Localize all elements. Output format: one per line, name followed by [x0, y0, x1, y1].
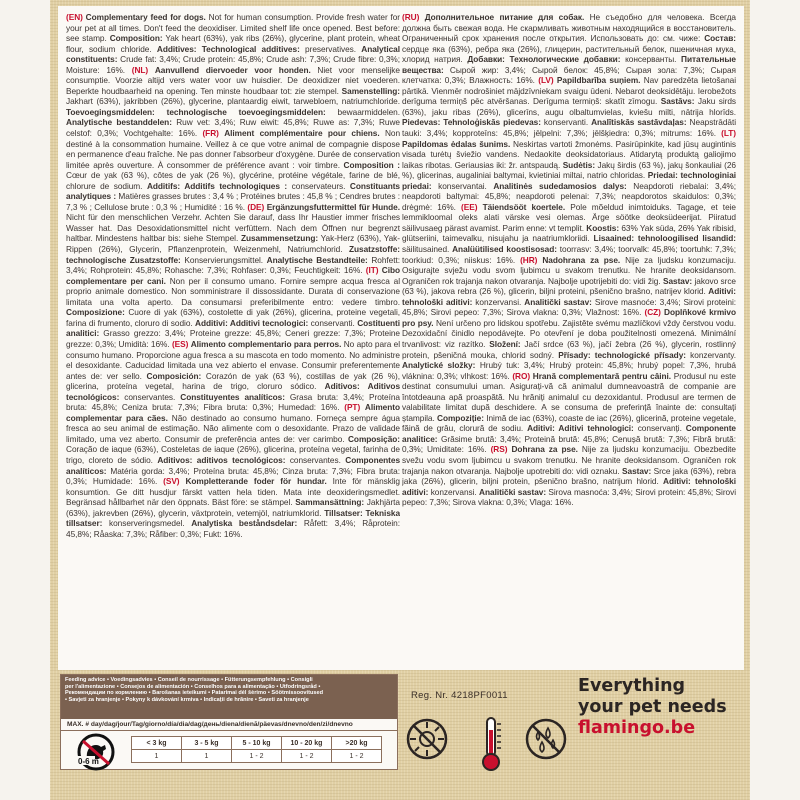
weight-cell: 3 - 5 kg: [182, 737, 232, 750]
composition-label: Compoziție:: [437, 412, 484, 423]
amount-cell: 1 - 2: [232, 750, 282, 763]
product-title: Ergänzungsfuttermittel für Hunde.: [266, 201, 400, 212]
analytical-label: Constituants analytiques :: [66, 180, 400, 202]
analytical-text: Grasa bruta: 3,4%; Proteína bruta: 45,8%; Ceniza bruta: 7,3%; Fibra bruta: 0,3%; Humedad: 16%.: [66, 391, 400, 413]
analytical-text: toorrasv: 3,4%; toorvalk: 45,8%; toortuhk: 7,3%; toorkiud: 0,3%; niiskus: 16%.: [402, 244, 736, 265]
composition-text: Coração de iaque (63%), Costeletas de iaque (26%), glicerina, proteína vegetal, farinha de trigo, cloreto de sódio.: [66, 444, 400, 465]
analytical-label: Componente analitice:: [402, 423, 736, 444]
additives-text: konserveringsmedel.: [102, 518, 192, 529]
additives-label: Priedai: technologiniai priedai:: [402, 170, 736, 191]
composition-text: Jakų širdis (63 %), jakų šonkauliai (26 %), glicerinas, augaliniai baltymai, kvietiniai miltai, natrio chloridas.: [402, 159, 736, 181]
analytical-text: Grasso grezzo: 3,4%; Proteine grezze: 45,8%; Ceneri grezze: 7,3%; Proteine grezze: 0,3%; Umidità: 16%.: [66, 328, 400, 349]
additives-label: Tillsatser: Tekniska tillsatser:: [66, 507, 400, 529]
product-description: Nije za ljudsku konzumaciju. Osigurajte svježu vodu svom ljubimcu u svakom trenutku. Ne hranite deoksidansom. Ograničen rok trajanja nakon otvaranja. Najbolje upotrijebiti do: vidi žig.: [402, 254, 736, 286]
product-title: Alimento complementar para cães.: [66, 402, 400, 423]
additives-text: konservanti.: [540, 117, 592, 128]
feeding-header-line: Feeding advice • Voedingsadvies • Conseil de nourrissage • Fütterungsempfehlung • Consigli: [65, 677, 313, 683]
additives-label: Přísady: technologické přísady:: [558, 349, 686, 360]
composition-label: Samenstelling:: [341, 85, 400, 96]
analytical-label: Analytische bestanddelen:: [66, 117, 172, 128]
feeding-header-line: Рекомендации по кормлению • Barošanas ieteikumi • Patarimai dėl šėrimo • Söötmissoovitused: [65, 690, 324, 697]
composition-text: Yak heart (63%), yak ribs (26%), glycerine, plant protein, wheat flour, sodium chloride.: [66, 33, 400, 54]
feeding-body: [61, 731, 397, 771]
analytical-text: Sirova masnoća: 3,4%; Sirovi protein: 45,8%; Sirovi pepeo: 7,3%; Sirova vlakna: 0,3%; Vlaga: 16%.: [402, 486, 736, 508]
feeding-advice-header: [61, 675, 397, 719]
composition-label: Composição:: [347, 433, 400, 444]
product-title: Aliment complémentaire pour chiens.: [224, 128, 380, 139]
language-code: (RO): [512, 370, 531, 381]
language-code: (FR): [202, 128, 219, 139]
composition-label: Состав:: [704, 33, 736, 44]
slogan-line: your pet needs: [578, 697, 727, 717]
product-description: Inte för mänsklig konsumtion. Ge ditt husdjur färskt vatten hela tiden. Mata inte deoxideringsmedlet. Begränsad hållbarhet när den öppnats. Bäst före: se stämpel.: [66, 476, 400, 508]
composition-label: Composición:: [146, 370, 202, 381]
product-title: Doplňkové krmivo pro psy.: [402, 307, 736, 328]
analytical-label: Analytische Bestandteile:: [266, 254, 368, 265]
analytical-label: Constituyentes analíticos:: [180, 391, 285, 402]
product-description: Non destiné à la consommation humaine. Veillez à ce que votre animal de compagnie dispose en permanence d'eau fraîche. Ne pas donner l'absorbeur d'oxygène. Durée de conservation limitée après ouverture. À consommer de préférence avant : voir timbre.: [66, 128, 400, 170]
composition-label: Zusammensetzung:: [240, 233, 319, 244]
additives-label: Aditivi: tehnološki aditivi:: [402, 286, 736, 307]
additives-label: Aditivi: Aditivi tehnologici:: [527, 423, 634, 434]
product-description: Non per il consumo umano. Fornire sempre acqua fresca al proprio animale domestico. Non somministrare il dissossidante. Durata di conservazione limitata una volta aperto. Da consumarsi preferibilmente entro: vedere timbro.: [66, 275, 400, 307]
composition-text: сердце яка (63%), ребра яка (26%), глицерин, растительный белок, пшеничная мука, хлорид натрия.: [402, 43, 736, 65]
storage-icons: [406, 716, 576, 780]
language-code: (DE): [247, 201, 265, 212]
amount-cell: 1 - 2: [282, 750, 332, 763]
analytical-text: Hrubý tuk: 3,4%; Hrubý protein: 45,8%; hrubý popel: 7,3%, hrubá vláknina: 0,3%; vlhkost: 16%.: [402, 360, 736, 381]
analytical-text: Neapdoroti riebalai: 3,4%; neapdoroti baltymai: 45,8%; neapdoroti pelenai: 7,3%; neapdorotos skaidulos: 0,3%; drėgmė: 16%.: [402, 180, 736, 212]
feeding-header-line: per l'alimentazione • Consejos de alimentación • Conselhos para a alimentação • Utfodringsråd •: [65, 683, 321, 690]
product-title: Dohrana za pse.: [511, 444, 578, 455]
left-text-column: [66, 12, 400, 666]
composition-label: Composition :: [343, 159, 400, 170]
feeding-table: [131, 736, 382, 763]
no-sunlight-icon: [406, 716, 448, 774]
analytical-label: Analitički sastav:: [524, 296, 592, 307]
composition-label: Sammansättning:: [295, 497, 365, 508]
additives-text: bewaarmiddelen.: [325, 106, 400, 117]
additives-label: Добавки: Технологические добавки:: [467, 54, 621, 65]
additives-text: conservanti.: [308, 317, 358, 328]
additives-text: conservanți.: [633, 423, 686, 434]
analytical-label: Analytiska beståndsdelar:: [191, 518, 298, 529]
language-code: (HR): [520, 254, 538, 265]
analytical-label: Costituenti analitici:: [66, 317, 400, 339]
language-code: (RS): [490, 444, 508, 455]
product-description: Neskirtas vartoti žmonėms. Pasirūpinkite, kad jūsų augintinis visada turėtų šviežio vandens. Nedaokite deoksidatoriaus. Atidarytą produktą galiojimo laikas ribotas. Geriausias iki: žr. antspaudą.: [402, 138, 736, 170]
composition-text: Jakhjärta (63%), jakrevben (26%), glycerin, växtprotein, vetemjöl, natriumklorid.: [66, 497, 400, 518]
product-description: Produsul nu este destinat consumului uman. Asigurați-vă că animalul dumneavoastră de companie are întotdeauna apă proaspătă. Nu hrăniți animalul cu dezoxidantul. Produsul are termen de valabilitate limitat după deschidere. A se consuma de preferință înainte de: consultați ștampila.: [402, 370, 736, 423]
additives-label: Aditivi: tehnološki aditivi:: [402, 476, 736, 497]
analytical-label: Analytical constituents:: [66, 43, 400, 65]
weight-cell: >20 kg: [332, 737, 382, 750]
product-description: Není určeno pro lidskou spotřebu. Zajistěte svému mazlíčkovi vždy čerstvou vodu. Dezoxidační činidlo nepodávejte. Po otevření je doba použitelnosti omezená. Minimální trvanlivost: viz razítko.: [402, 317, 736, 349]
analytical-text: Neapstrādāti tauki: 3,4%; kopproteīns: 45,8%; jēlpelni: 7,3%; jēlšķiedra: 0,3%; mitrums: 16%.: [402, 117, 736, 139]
analytical-label: Analytické složky:: [402, 360, 476, 371]
puppy-age-restriction-icon: [75, 733, 117, 771]
product-description: Nicht für den menschlichen Verzehr. Achten Sie darauf, dass Ihr Haustier immer frisches Wasser hat. Das Desoxidationsmittel nicht verfüttern. Nach dem Öffnen nur begrenzt haltbar. Mindestens haltbar bis: siehe Stempel.: [66, 212, 400, 244]
analytical-text: Grăsime brută: 3,4%; Proteină brută: 45,8%; Cenușă brută: 7,3%; Fibră brută: 0,3%; Umiditate: 16%.: [402, 433, 736, 455]
composition-label: Koostis:: [586, 222, 620, 233]
additives-text: conservantes.: [285, 454, 346, 465]
analytical-text: Crude fat: 3,4%; Crude protein: 45,8%; Crude ash: 7,3%; Crude fibre: 0,3%; Moisture: 16%.: [66, 54, 400, 75]
language-code: (IT): [365, 265, 379, 276]
additives-text: konzervansi.: [428, 486, 480, 497]
analytical-text: Råfett: 3,4%; Råprotein: 45,8%; Råaska: 7,3%; Råfiber: 0,3%; Fukt: 16%.: [66, 518, 400, 539]
language-code: (EE): [461, 201, 478, 212]
amount-cell: 1: [182, 750, 232, 763]
analytical-label: Питательные вещества:: [402, 54, 736, 75]
product-title: Hrană complementară pentru câini.: [532, 370, 672, 381]
analytical-label: Componentes analíticos:: [66, 454, 400, 476]
product-title: Kompletterande foder för hundar.: [185, 476, 327, 487]
product-description: Nije za ljudsku konzumaciju. Obezbedite svežu vodu svom ljubimcu u svakom trenutku. Ne hranite deoksidansom. Ograničen rok trajanja nakon otvaranja. Najbolje upotrebiti do: vidi oznaku.: [402, 444, 736, 476]
product-title: Täiendsööt koertele.: [482, 201, 566, 212]
composition-text: Jaku sirds (63%), jaku ribas (26%), glicerīns, augu olbaltumvielas, kviešu milti, nātrija hlorīds.: [402, 96, 736, 117]
language-code: (SV): [163, 476, 180, 487]
slogan-line: Everything: [578, 676, 686, 696]
analytical-text: Rohfett: 3,4%; Rohprotein: 45,8%; Rohasche: 7,3%; Rohfaser: 0,3%; Feuchtigkeit: 16%.: [66, 254, 400, 276]
amount-row: [132, 750, 382, 763]
composition-text: 63% Yak süda, 26% Yak ribisid, glütseriini, taimevalku, nisujahu ja naatriumkloriidi.: [402, 222, 736, 244]
age-badge-text: 0-6 m: [78, 757, 99, 766]
composition-text: Corazón de yak (63 %), costillas de yak (26 %), glicerina, proteína vegetal, harina de trigo, cloruro sódico.: [66, 370, 400, 392]
additives-text: konzervanty.: [685, 349, 736, 360]
composition-text: Srce jaka (63%), rebra jaka (26%), glicerin, biljni protein, pšenično brašno, natrijum hlorid.: [402, 465, 736, 487]
composition-label: Composizione:: [66, 307, 125, 318]
additives-label: Aditivos: aditivos tecnológicos:: [157, 454, 286, 465]
analytical-label: Analītiskās sastāvdaļas:: [591, 117, 687, 128]
additives-text: konservantai.: [431, 180, 494, 191]
composition-text: Jakhart (63%), jakribben (26%), glycerine, plantaardig eiwit, tarwebloem, natriumchloride.: [66, 96, 400, 107]
composition-label: Sastāvs:: [660, 96, 695, 107]
additives-label: Lisaained: tehnoloogilised lisandid:: [593, 233, 736, 244]
additives-text: preservatives.: [299, 43, 362, 54]
additives-label: Toevoegingsmiddelen: technologische toevoegingsmiddelen:: [66, 106, 326, 117]
max-per-day-label: MAX. # day/dag/jour/Tag/giorno/día/dia/dag/день/diena/dienā/päevas/dnevno/den/zi/dnevno: [61, 719, 397, 731]
product-title: Papildbarība suņiem.: [556, 75, 641, 86]
right-text-column: [402, 12, 736, 666]
additives-text: conservantes.: [119, 391, 181, 402]
language-code: (ES): [171, 338, 189, 349]
product-title: Complementary feed for dogs.: [85, 12, 206, 22]
product-title: Дополнительное питание для собак.: [424, 12, 585, 22]
additives-label: Additivi: Additivi tecnologici:: [195, 317, 309, 328]
label-panel: [58, 6, 744, 670]
composition-text: Yak-Herz (63%), Yak-Rippen (26%), Glycerin, Pflanzenprotein, Weizenmehl, Natriumchlorid.: [66, 233, 400, 255]
feeding-header-line: • Savjeti za hranjenje • Pokyny k dávkování krmiva • Indicații de hrănire • Saveti za hranjenje: [65, 696, 309, 703]
registration-number: Reg. Nr. 4218PF0011: [411, 690, 508, 701]
composition-label: Sudėtis:: [562, 159, 596, 170]
product-description: Not for human consumption. Provide fresh water for your pet at all times. Don't feed the deoxidiser. Limited shelf life once opened. Best before: see stamp.: [66, 12, 400, 44]
composition-text: Inimă de iac (63%), coaste de iac (26%), glicerină, proteine vegetale, făină de grâu, clorură de sodiu.: [402, 412, 736, 434]
composition-label: Composition:: [109, 33, 163, 44]
additives-label: Aditivos: Aditivos tecnológicos:: [66, 381, 400, 402]
product-description: Nav paredzēta lietošanai pārtikā. Vienmēr nodrošiniet mājdzīvniekam svaigu ūdeni. Nebarot deoksidētāju. Ierobežots derīguma termiņš pēc atvēršanas. Derīguma termiņš: skatīt zīmogu.: [402, 75, 736, 107]
product-description: Pole mõeldud inimtoiduks. Tagage, et teie lemmikloomal oleks alati värske vesi olemas. Ärge söötke deoksüdeerijat. Piiratud säilivusaeg pärast avamist. Parim enne: vt templit.: [402, 201, 736, 233]
weight-cell: 10 - 20 kg: [282, 737, 332, 750]
amount-cell: 1 - 2: [332, 750, 382, 763]
language-code: (EN): [66, 12, 83, 22]
composition-text: Cuore di yak (63%), costolette di yak (26%), glicerina, proteine vegetali, farina di frumento, cloruro di sodio.: [66, 307, 400, 328]
composition-label: Sastav:: [622, 465, 652, 476]
product-description: Не съедобно для человека. Всегда должна быть свежая вода. Не скармливать животным находящийся в восстановитель. Ограниченный срок хранения после открытия. Использовать до: см. чиже:: [402, 12, 736, 44]
additives-text: консерванты.: [620, 54, 682, 65]
additives-text: Konservierungsmittel.: [180, 254, 267, 265]
analytical-label: Analüütilised koostisosad:: [452, 244, 557, 255]
brand-url: flamingo.be: [578, 718, 696, 738]
additives-label: Piedevas: Tehnoloģiskās piedevas:: [402, 117, 541, 128]
amount-cell: 1: [132, 750, 182, 763]
analytical-text: Matéria gorda: 3,4%; Proteína bruta: 45,8%; Cinza bruta: 7,3%; Fibra bruta: 0,3%; Humidade: 16%.: [66, 465, 400, 487]
composition-text: Cœur de yak (63 %), côtes de yak (26 %), glycérine, protéine végétale, farine de blé, chlorure de sodium.: [66, 170, 400, 191]
language-code: (CZ): [644, 307, 661, 318]
analytical-label: Analitički sastav:: [479, 486, 547, 497]
weight-cell: 5 - 10 kg: [232, 737, 282, 750]
language-code: (LT): [721, 128, 736, 139]
analytical-text: Ruw vet: 3,4%; Ruw eiwit: 45,8%; Ruwe as: 7,3%; Ruwe celstof: 0,3%; Vochtgehalte: 16%.: [66, 117, 400, 139]
weight-row: [132, 737, 382, 750]
composition-label: Sastav:: [662, 275, 693, 286]
additives-label: Zusatzstoffe: technologische Zusatzstoffe:: [66, 244, 400, 265]
composition-text: jakovo srce (63 %), jakova rebra (26 %), glicerin, biljni proteini, pšenično brašno, natrijev klorid.: [402, 275, 736, 297]
analytical-label: Analitinės sudedamosios dalys:: [493, 180, 627, 191]
product-title: Alimento complementario para perros.: [190, 338, 342, 349]
composition-text: Jačí srdce (63 %), jačí žebra (26 %), glycerin, rostlinný protein, pšeničná mouka, chlorid sodný.: [402, 338, 736, 360]
product-title: Nadohrana za pse.: [542, 254, 621, 265]
analytical-text: Sirove masnoće: 3,4%; Sirovi proteini: 45,8%; Sirovi pepeo: 7,3%; Sirova vlakna: 0,3%; Vlažnost: 16%.: [402, 296, 736, 318]
product-title: Aanvullend diervoeder voor honden.: [154, 64, 311, 75]
additives-label: Additives: Technological additives:: [156, 43, 300, 54]
composition-label: Složení:: [489, 338, 521, 349]
additives-label: Additifs: Additifs technologiques :: [146, 180, 288, 191]
language-code: (RU): [402, 12, 420, 22]
weight-cell: < 3 kg: [132, 737, 182, 750]
product-description: Não destinado ao consumo humano. Forneça sempre água fresca ao seu animal de estimação. Não alimente com o desoxidante. Prazo de validade limitado, uma vez aberto. Consumir de preferência antes de: ver carimbo.: [66, 412, 400, 444]
product-title: Papildomas ėdalas šunims.: [402, 138, 511, 149]
language-code: (LV): [538, 75, 554, 86]
product-description: Niet voor menselijke consumptie. Voorzie altijd vers water voor uw huisdier. De deoxidizer niet voederen. Beperkte houdbaarheid na opening. Ten minste houdbaar tot: zie stempel.: [66, 64, 400, 96]
brand-slogan: [578, 676, 727, 739]
additives-text: säilitusained.: [402, 244, 453, 255]
analytical-text: Matières grasses brutes : 3,4 % ; Protéines brutes : 45,8 % ; Cendres brutes : 7,3 % ; Cellulose brute : 0,3 % ; Humidité : 16 %.: [66, 191, 400, 212]
additives-text: konzervansi.: [472, 296, 525, 307]
language-code: (PT): [344, 402, 361, 413]
language-code: (NL): [131, 64, 149, 75]
product-title: Cibo complementare per cani.: [66, 265, 400, 286]
no-moisture-icon: [524, 716, 566, 774]
additives-text: conservateurs.: [287, 180, 350, 191]
temperature-icon: [470, 716, 512, 774]
feeding-advice-panel: [60, 674, 398, 770]
analytical-text: Сырой жир: 3,4%; Сырой белок: 45,8%; Сырая зола: 7,3%; Сырая клетчатка: 0,3%; Влажность: 16%.: [402, 64, 736, 86]
product-description: No apto para el consumo humano. Proporcione agua fresca a su mascota en todo momento. No administre el desoxidante. Caducidad limitada una vez abierto el envase. Consumir preferentemente antes de: ver sello.: [66, 338, 400, 381]
